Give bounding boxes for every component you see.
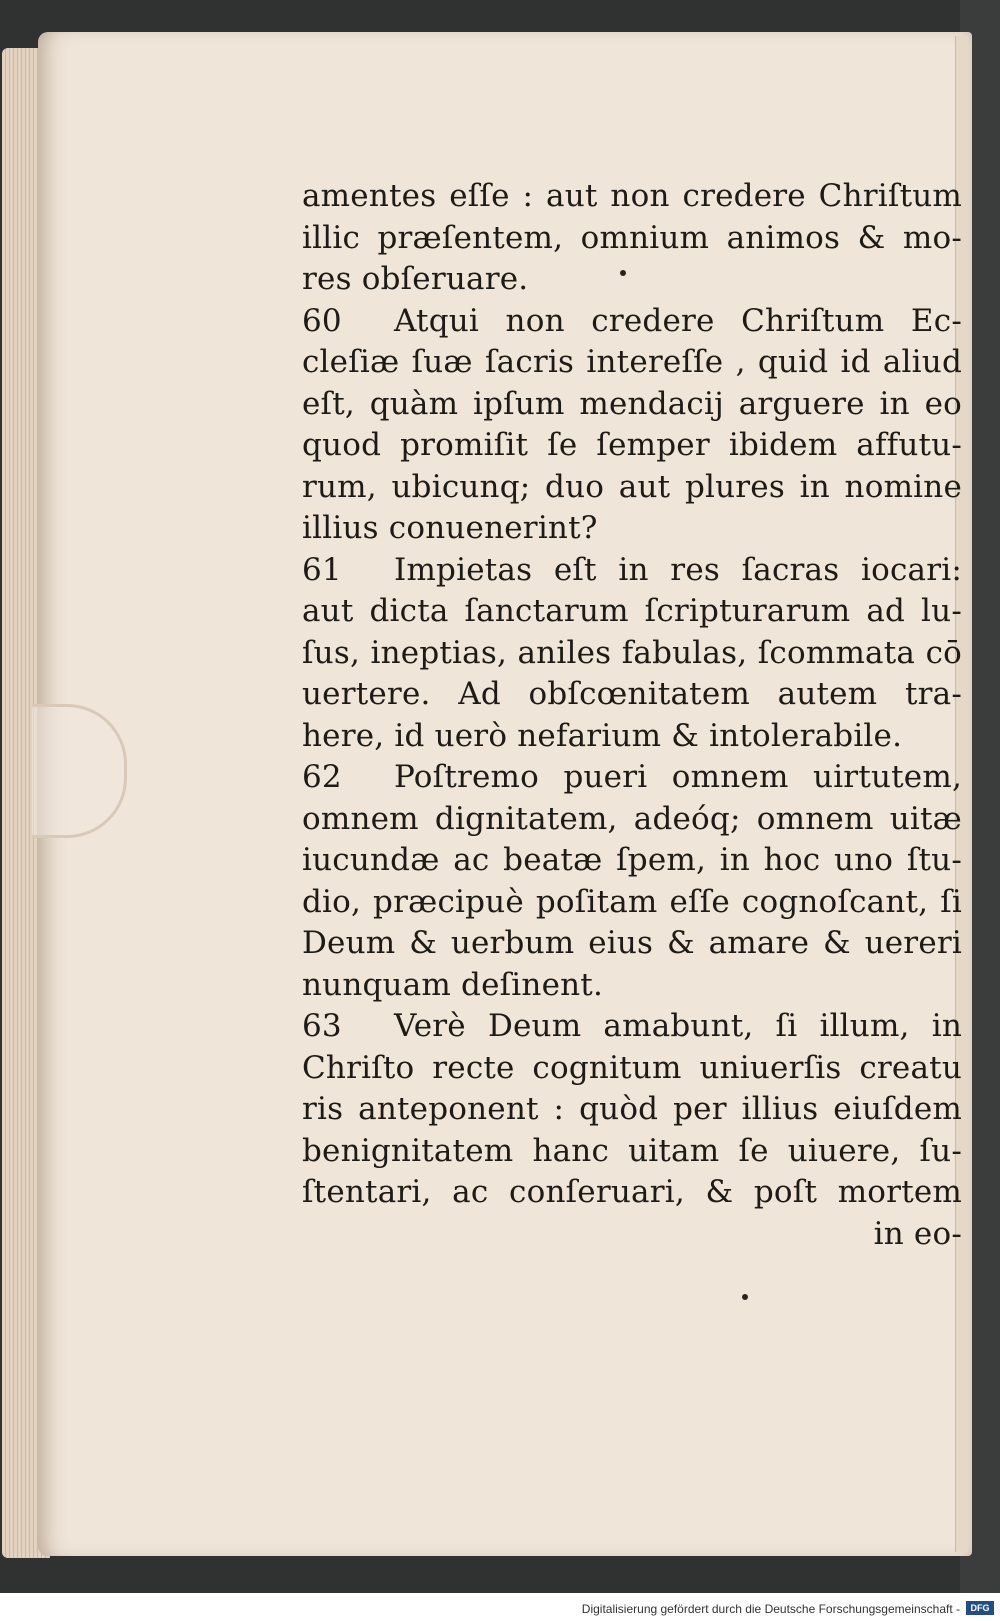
text-line: Atqui non credere Chriſtum Ec- (394, 302, 962, 339)
catchword: in eo- (873, 1215, 962, 1252)
text-line: Impietas eſt in res ſacras iocari: (394, 551, 962, 588)
section-number: 60 (302, 302, 342, 339)
section-number: 61 (302, 551, 342, 588)
text-line: aut dicta ſanctarum ſcripturarum ad lu- (302, 593, 962, 629)
text-line: cleſiæ ſuæ ſacris intereſſe , quid id aliud (302, 344, 962, 380)
text-line: benignitatem hanc uitam ſe uiuere, ſu- (302, 1132, 962, 1169)
section-number: 63 (302, 1008, 342, 1044)
text-line: dio, præcipuè poſitam eſſe cognoſcant, ſi (302, 883, 962, 920)
section-number: 62 (302, 759, 342, 795)
page-text-block (302, 176, 962, 1255)
text-line: here, id uerò nefarium & intolerabile. (302, 717, 903, 754)
text-line: uertere. Ad obſcœnitatem autem tra- (302, 676, 962, 712)
paragraph-63-first-line (302, 1006, 962, 1048)
text-line: illic præſentem, omnium animos & mo- (302, 219, 962, 256)
text-line: Deum & uerbum eius & amare & uereri (302, 925, 962, 961)
text-line: ris anteponent : quòd per illius eiuſdem (302, 1091, 962, 1127)
dfg-logo-icon: DFG (966, 1601, 994, 1615)
text-line: eſt, quàm ipſum mendacij arguere in eo (302, 385, 962, 422)
text-line: nunquam deſinent. (302, 966, 604, 1003)
funding-credit: Digitalisierung gefördert durch die Deutsche Forschungsgemeinschaft - (581, 1602, 960, 1616)
text-line: iucundæ ac beatæ ſpem, in hoc uno ſtu- (302, 842, 962, 878)
text-line: illius conuenerint? (302, 510, 598, 546)
bookmark-tab (32, 704, 127, 838)
text-line: ſtentari, ac conſeruari, & poſt mortem (302, 1174, 962, 1210)
text-line: res obſeruare. (302, 261, 529, 297)
paragraph-61-first-line (302, 550, 962, 592)
digitization-footer (0, 1593, 1000, 1621)
text-line: omnem dignitatem, adeóq; omnem uitæ (302, 800, 962, 837)
text-line: rum, ubicunq; duo aut plures in nomine (302, 468, 962, 505)
text-line: quod promiſit ſe ſemper ibidem affutu- (302, 427, 962, 463)
text-line: Poſtremo pueri omnem uirtutem, (394, 759, 962, 795)
text-line: amentes eſſe : aut non credere Chriſtum (302, 178, 962, 214)
text-line: Verè Deum amabunt, ſi illum, in (394, 1008, 962, 1044)
text-line: Chriſto recte cognitum uniuerſis creatu (302, 1049, 962, 1086)
paragraph-62-first-line (302, 757, 962, 799)
paragraph-60-first-line (302, 301, 962, 343)
text-line: ſus, ineptias, aniles fabulas, ſcommata cō (302, 634, 962, 671)
ink-speck (742, 1294, 748, 1300)
